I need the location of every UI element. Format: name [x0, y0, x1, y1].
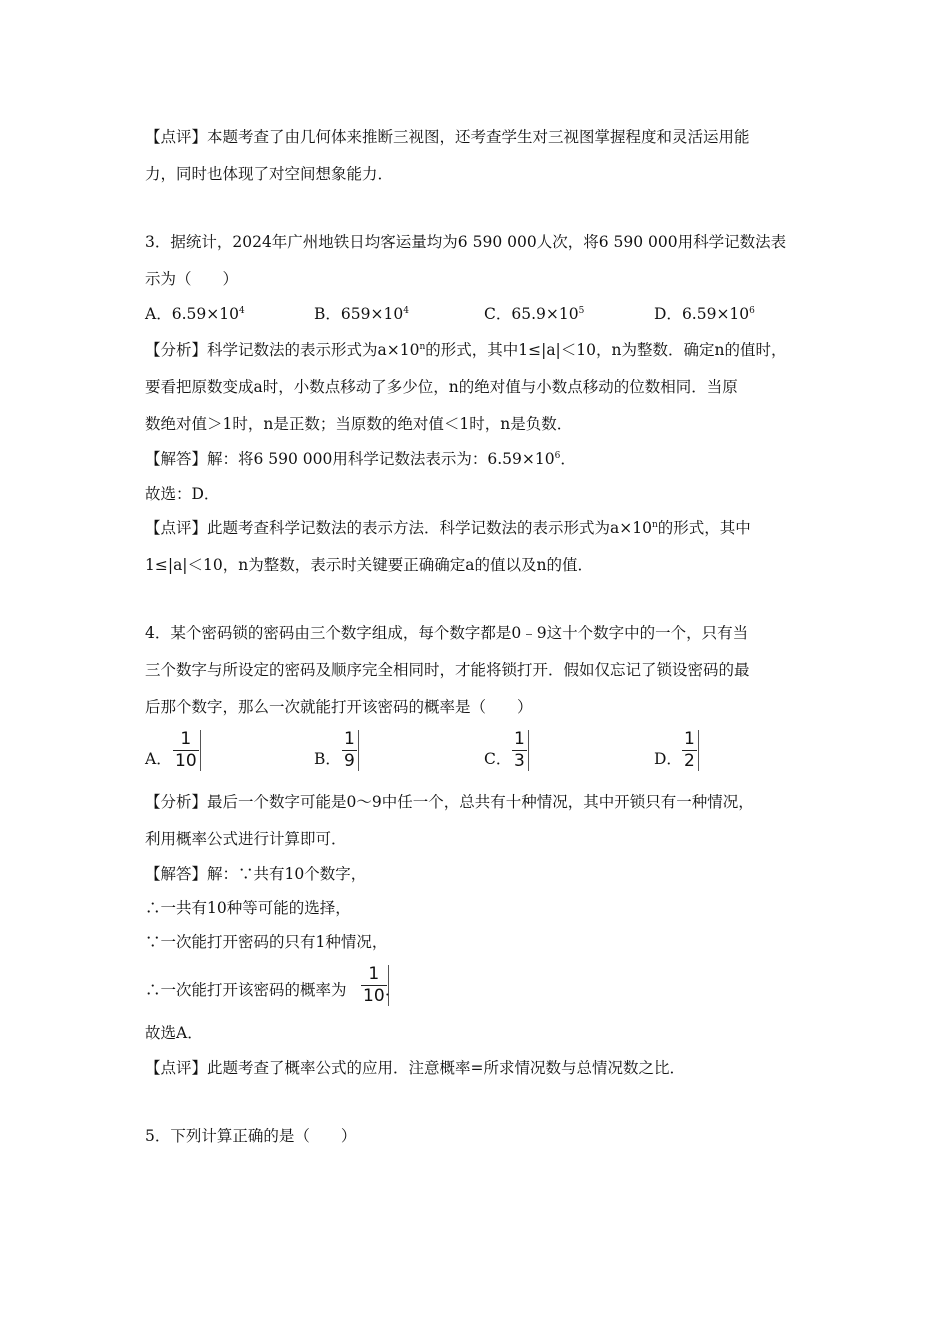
- q3-review-line-2: 1≤|a|＜10，n为整数，表示时关键要正确确定a的值以及n的值．: [145, 556, 593, 574]
- q3-stem-line-1: 3．据统计，2024年广州地铁日均客运量均为6 590 000人次，将6 590 000用科学记数法表: [145, 233, 787, 251]
- q3-option-d: D．$6.59\times 10^6$: [654, 305, 755, 323]
- q3-review-line-1: 【点评】此题考查科学记数法的表示方法．科学记数法的表示形式为$a\times 10^n$的形式，其中: [145, 519, 751, 537]
- q2-review-line-2: 力，同时也体现了对空间想象能力．: [145, 165, 394, 183]
- q3-analysis-line-1: 【分析】科学记数法的表示形式为$a\times 10^n$的形式，其中1≤|a|＜10，n为整数．确定n的值时，: [145, 341, 787, 359]
- q5-stem: 5．下列计算正确的是（ ）: [145, 1127, 357, 1145]
- q4-review: 【点评】此题考查了概率公式的应用．注意概率=所求情况数与总情况数之比．: [145, 1059, 685, 1077]
- q4-analysis-line-1: 【分析】最后一个数字可能是0～9中任一个，总共有十种情况，其中开锁只有一种情况，: [145, 793, 754, 811]
- fraction: 1 2: [682, 730, 697, 771]
- fraction: 1 3: [512, 730, 527, 771]
- q3-choice: 故选：D．: [145, 485, 220, 503]
- q3-stem-line-2: 示为（ ）: [145, 270, 239, 288]
- q3-option-b: B．$659\times 10^4$: [314, 305, 409, 323]
- q4-stem-line-3: 后那个数字，那么一次就能打开该密码的概率是（ ）: [145, 698, 533, 716]
- q3-option-a: A．$6.59\times 10^4$: [145, 305, 245, 323]
- q3-analysis-line-2: 要看把原数变成a时，小数点移动了多少位，n的绝对值与小数点移动的位数相同．当原: [145, 378, 738, 396]
- fraction: 1 10: [173, 730, 199, 771]
- q3-analysis-line-3: 数绝对值＞1时，n是正数；当原数的绝对值＜1时，n是负数．: [145, 415, 573, 433]
- q3-answer: 【解答】解：将6 590 000用科学记数法表示为：$6.59\times 10^6$．: [145, 450, 576, 468]
- q4-answer-line-2: ∴一共有10种等可能的选择，: [145, 899, 351, 917]
- q3-option-c: C．$65.9\times 10^5$: [484, 305, 585, 323]
- fraction: 1 9: [342, 730, 357, 771]
- fraction: 1 10: [361, 965, 387, 1006]
- q4-stem-line-1: 4．某个密码锁的密码由三个数字组成，每个数字都是0﹣9这十个数字中的一个，只有当: [145, 624, 749, 642]
- q4-answer-line-1: 【解答】解：∵共有10个数字，: [145, 865, 367, 883]
- q4-answer-line-3: ∵一次能打开密码的只有1种情况，: [145, 933, 388, 951]
- document-page: 【点评】本题考查了由几何体来推断三视图，还考查学生对三视图掌握程度和灵活运用能 力，同时也体现了对空间想象能力． 3．据统计，2024年广州地铁日均客运量均为6 590 000人次，将6 590 000用科学记数法表 示为（ ） A．$6.59\times 10^4$ B．$659\times 10^4$ C．$65.9\times 10^5$ D．$6.59\times 10^6$ 【分析】科学记数法的表示形式为$a\times 10^n$的形式，其中1≤|a|＜10，n为整数．确定n的值时， 要看把原数变成a时，小数点移动了多少位，n的绝对值与小数点移动的位数相同．当原 数绝对值＞1时，n是正数；当原数的绝对值＜1时，n是负数． 【解答】解：将6 590 000用科学记数法表示为：$6.59\times 10^6$． 故选：D． 【点评】此题考查科学记数法的表示方法．科学记数法的表示形式为$a\times 10^n$的形式，其中 1≤|a|＜10，n为整数，表示时关键要正确确定a的值以及n的值． 4．某个密码锁的密码由三个数字组成，每个数字都是0﹣9这十个数字中的一个，只有当 三个数字与所设定的密码及顺序完全相同时，才能将锁打开．假如仅忘记了锁设密码的最 后那个数字，那么一次就能打开该密码的概率是（ ） A． 1 10 B． 1 9 C． 1 3 D． 1 2 【分析】最后一个数字可能是0～9中任一个，总共有十种情况，其中开锁只有一种情况， 利用概率公式进行计算即可． 【解答】解：∵共有10个数字， ∴一共有10种等可能的选择， ∵一次能打开密码的只有1种情况， ∴一次能打开该密码的概率为 1 10 ． 故选A． 【点评】此题考查了概率公式的应用．注意概率=所求情况数与总情况数之比． 5．下列计算正确的是（ ）: [145, 128, 787, 1145]
- q4-analysis-line-2: 利用概率公式进行计算即可．: [145, 830, 347, 848]
- q4-choice: 故选A．: [145, 1024, 203, 1042]
- q4-stem-line-2: 三个数字与所设定的密码及顺序完全相同时，才能将锁打开．假如仅忘记了锁设密码的最: [145, 661, 750, 679]
- q2-review-line-1: 【点评】本题考查了由几何体来推断三视图，还考查学生对三视图掌握程度和灵活运用能: [145, 128, 750, 146]
